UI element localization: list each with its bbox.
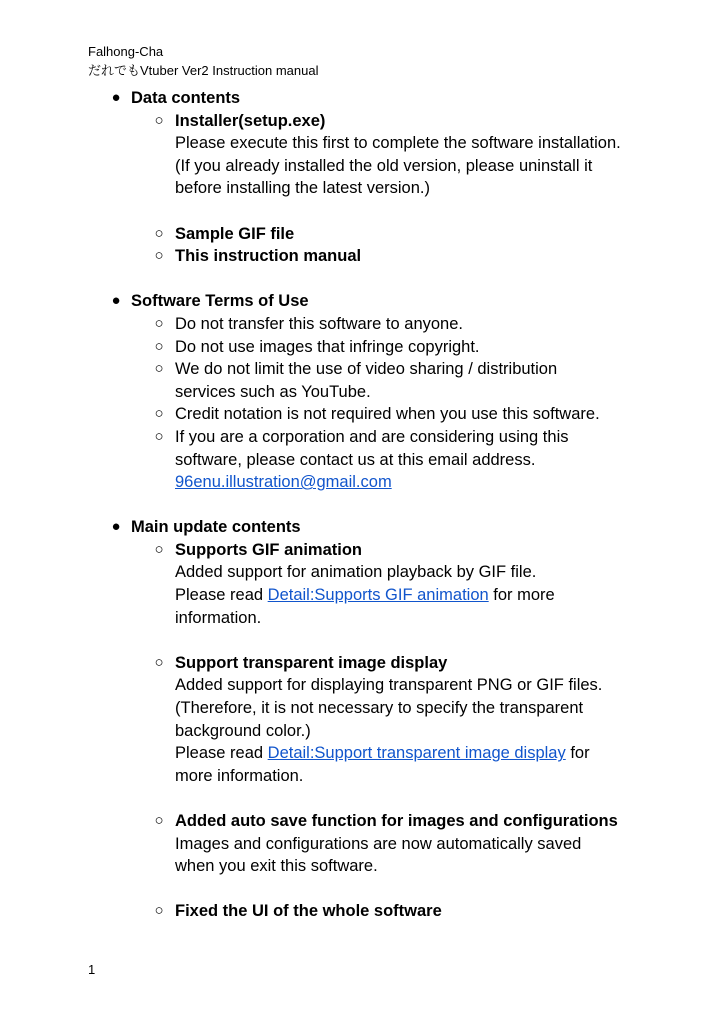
bullet-hollow: ○ — [154, 405, 164, 423]
item-text: when you exit this software. — [175, 857, 378, 876]
item-text: services such as YouTube. — [175, 382, 371, 401]
header-author: Falhong-Cha — [88, 44, 164, 59]
item-text: (Therefore, it is not necessary to specify the transparent — [175, 699, 584, 718]
bullet-hollow: ○ — [154, 540, 164, 558]
bullet-hollow: ○ — [154, 314, 164, 332]
section-main-update-contents — [0, 516, 724, 539]
bullet-hollow: ○ — [154, 902, 164, 920]
transparent-display-detail-link[interactable]: Detail:Support transparent image display — [267, 744, 566, 763]
item-text: background color.) — [175, 721, 311, 740]
item-text: Added support for animation playback by GIF file. — [175, 563, 537, 582]
bullet-hollow: ○ — [154, 653, 164, 671]
list-item — [0, 358, 724, 403]
item-text: Please read Detail:Supports GIF animation for more — [175, 586, 555, 605]
list-item-manual — [0, 245, 724, 268]
bullet-hollow: ○ — [154, 812, 164, 829]
section-data-contents — [0, 87, 724, 110]
item-title: This instruction manual — [175, 247, 362, 266]
bullet-hollow: ○ — [154, 360, 164, 378]
item-text: software, please contact us at this email address. — [175, 450, 536, 469]
list-item-auto-save — [0, 810, 724, 878]
item-text: We do not limit the use of video sharing / distribution — [175, 360, 558, 379]
item-text: Added support for displaying transparent PNG or GIF files. — [175, 676, 603, 695]
section-terms-of-use — [0, 290, 724, 313]
item-title: Fixed the UI of the whole software — [175, 902, 442, 921]
bullet-hollow: ○ — [154, 427, 164, 445]
item-text: before installing the latest version.) — [175, 179, 430, 198]
list-item-sample-gif — [0, 223, 724, 246]
item-text: Images and configurations are now automatically saved — [175, 834, 582, 853]
page-header — [88, 42, 319, 80]
document-body — [0, 87, 724, 923]
bullet-filled: ● — [111, 89, 121, 106]
bullet-hollow: ○ — [154, 224, 164, 242]
list-item-transparent-display — [0, 652, 724, 788]
list-item — [0, 426, 724, 494]
list-item-gif-animation — [0, 539, 724, 629]
email-link[interactable]: 96enu.illustration@gmail.com — [175, 473, 392, 492]
section-title: Main update contents — [131, 518, 301, 537]
bullet-hollow: ○ — [154, 337, 164, 355]
item-title: Sample GIF file — [175, 224, 295, 243]
item-title: Support transparent image display — [175, 653, 448, 672]
bullet-filled: ● — [111, 518, 121, 536]
gif-animation-detail-link[interactable]: Detail:Supports GIF animation — [267, 586, 489, 605]
item-title: Installer(setup.exe) — [175, 111, 326, 130]
item-title: Added auto save function for images and configurations — [175, 812, 618, 830]
item-text: Please execute this first to complete the software installation. — [175, 134, 621, 153]
section-title: Data contents — [131, 89, 241, 107]
item-text: information. — [175, 608, 262, 627]
item-title: Supports GIF animation — [175, 540, 363, 559]
list-item — [0, 313, 724, 336]
page-number: 1 — [88, 962, 96, 977]
list-item — [0, 336, 724, 359]
header-document-title: だれでもVtuber Ver2 Instruction manual — [88, 63, 319, 78]
bullet-hollow: ○ — [154, 111, 164, 129]
item-text: Do not use images that infringe copyright. — [175, 337, 480, 356]
item-text: If you are a corporation and are considering using this — [175, 427, 569, 446]
bullet-hollow: ○ — [154, 247, 164, 265]
item-text: Credit notation is not required when you use this software. — [175, 405, 600, 424]
list-item-ui-fix — [0, 900, 724, 923]
bullet-filled: ● — [111, 292, 121, 310]
section-title: Software Terms of Use — [131, 292, 309, 311]
item-text: Please read Detail:Support transparent image display for — [175, 744, 590, 763]
item-text: (If you already installed the old version, please uninstall it — [175, 156, 593, 175]
item-text: more information. — [175, 766, 304, 785]
item-text: Do not transfer this software to anyone. — [175, 314, 463, 333]
list-item — [0, 403, 724, 426]
list-item-installer — [0, 110, 724, 200]
